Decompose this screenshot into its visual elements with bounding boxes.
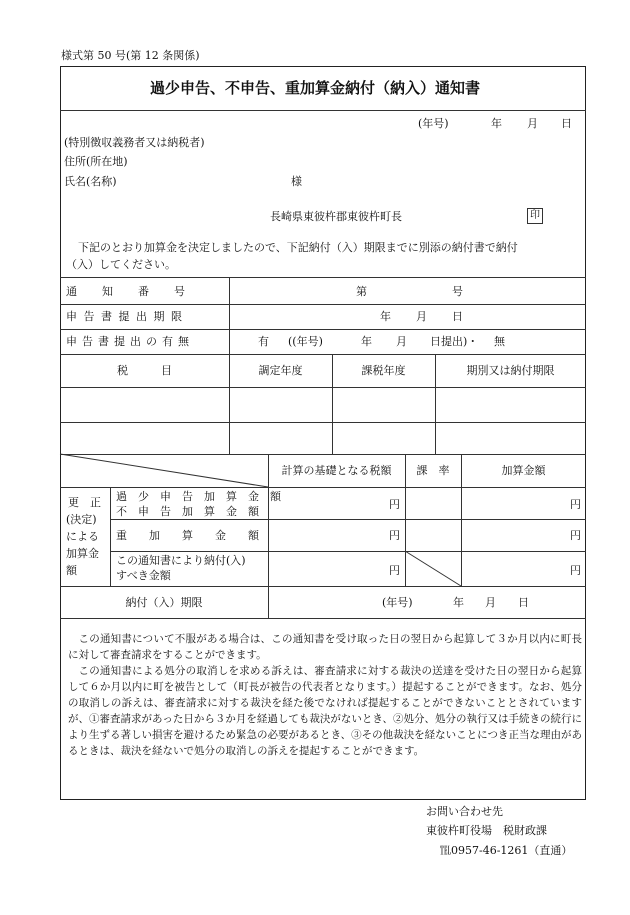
payment-era: (年号) [382,596,413,609]
filing-day: 日提出)・ [430,335,479,348]
row-underreport-label: 過 少 申 告 加 算 金 額 [116,490,281,503]
filing-deadline-year: 年 [380,310,391,323]
date-month: 月 [527,117,538,130]
header-tax-item: 税 目 [117,364,172,377]
side-label-3: による [66,530,99,543]
date-era: (年号) [418,117,449,130]
notice-number-prefix: 第 [356,285,367,298]
payment-day: 日 [518,596,529,609]
contact-heading: お問い合わせ先 [426,805,503,818]
header-diagonal [60,454,268,487]
issuer-name: 長崎県東彼杵郡東彼杵町長 [270,210,402,223]
notice-number-suffix: 号 [452,285,463,298]
yen-unit: 円 [389,564,400,577]
yen-unit: 円 [570,529,581,542]
honorific: 様 [291,175,302,188]
yen-unit: 円 [570,498,581,511]
form-number: 様式第 50 号(第 12 条関係) [61,49,200,62]
filing-no: 無 [494,335,505,348]
row-total-label-2: すべき金額 [116,569,171,582]
notice-number-label: 通 知 番 号 [66,285,186,298]
header-assessment-year: 調定年度 [258,364,303,377]
filing-deadline-month: 月 [416,310,427,323]
filing-year: 年 [361,335,372,348]
side-label-2: (決定) [66,513,97,526]
header-penalty-amount: 加算金額 [501,464,546,477]
filing-status-label: 申告書提出の有無 [66,335,194,348]
yen-unit: 円 [389,529,400,542]
filing-era: ((年号) [288,335,323,348]
yen-unit: 円 [570,564,581,577]
header-base-tax: 計算の基礎となる税額 [281,464,392,477]
row-nonreport-label: 不 申 告 加 算 金 額 [116,505,259,518]
row-heavy-penalty-label: 重 加 算 金 額 [116,529,259,542]
intro-line-1: 下記のとおり加算金を決定しましたので、下記納付（入）期限までに別添の納付書で納付 [78,241,518,254]
filing-yes: 有 [258,335,269,348]
side-label-1: 更 正 [68,496,101,509]
payment-deadline-label: 納付（入）期限 [125,596,203,609]
payment-year: 年 [453,596,464,609]
side-label-5: 額 [66,564,77,577]
intro-line-2: （入）してください。 [66,258,176,271]
date-day: 日 [561,117,572,130]
seal-mark: 印 [527,208,543,224]
address-label: 住所(所在地) [64,155,128,168]
addressee-category: (特別徴収義務者又は納税者) [64,136,205,149]
note-lawsuit: この通知書による処分の取消しを求める訴えは、審査請求に対する裁決の送達を受けた日の翌日から起算して６か月以内に町を被告として（町長が被告の代表者となります。）提起することができます。なお、処分の取消しの訴えは、審査請求に対する裁決を経た後でなければ提起することができないこととされていますが、①審査請求があった日から３か月を経過しても裁決がないとき、②処分、処分の執行又は手続きの続行により生ずる著しい損害を避けるため緊急の必要があるとき、③その他裁決を経ないことにつき正当な理由があるときは、裁決を経ないで処分の取消しの訴えを提起することができます。 [68,665,582,757]
note-appeal: この通知書について不服がある場合は、この通知書を受け取った日の翌日から起算して３か月以内に町長に対して審査請求をすることができます。 [68,633,582,661]
filing-deadline-day: 日 [452,310,463,323]
payment-month: 月 [485,596,496,609]
name-label: 氏名(名称) [64,175,117,188]
header-rate: 課 率 [416,464,450,477]
filing-deadline-label: 申告書提出期限 [66,310,189,323]
side-label-4: 加算金 [66,547,99,560]
header-tax-year: 課税年度 [361,364,406,377]
page-title: 過少申告、不申告、重加算金納付（納入）通知書 [149,79,480,97]
date-year: 年 [491,117,502,130]
row-total-label-1: この通知書により納付(入) [116,554,246,567]
contact-tel: ℡0957-46-1261（直通） [440,844,573,857]
rate-diagonal [405,551,461,586]
header-period: 期別又は納付期限 [466,364,555,377]
yen-unit: 円 [389,498,400,511]
filing-month: 月 [396,335,407,348]
contact-office: 東彼杵町役場 税財政課 [426,824,547,837]
